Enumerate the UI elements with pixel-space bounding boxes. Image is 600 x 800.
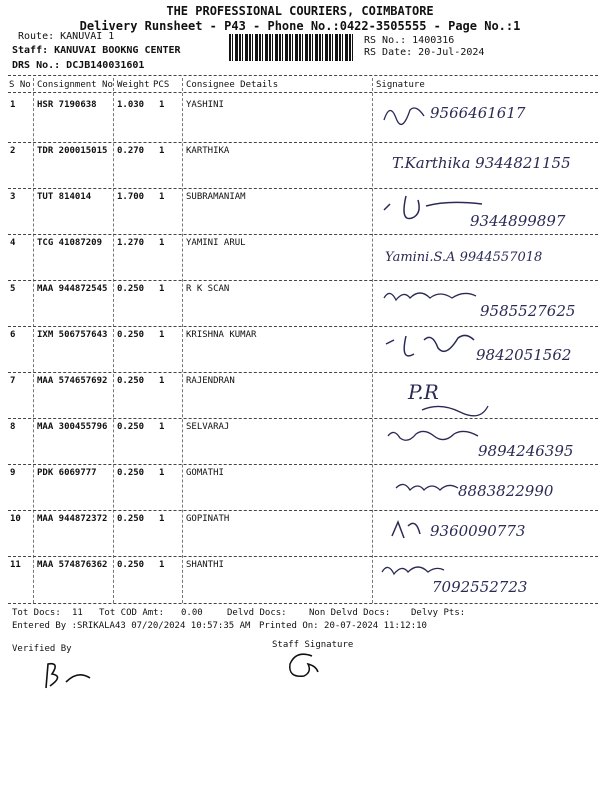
tot-docs-label: Tot Docs: bbox=[12, 608, 61, 618]
staff-label: Staff: KANUVAI BOOKNG CENTER bbox=[12, 45, 181, 56]
row-consignment: HSR 7190638 bbox=[37, 100, 97, 110]
table-row bbox=[0, 238, 600, 284]
row-divider bbox=[8, 510, 598, 511]
delvd-docs-label: Delvd Docs: bbox=[227, 608, 287, 618]
row-signature: 9566461617 bbox=[430, 104, 526, 122]
table-header-rule bbox=[8, 92, 598, 93]
row-signature: 9360090773 bbox=[430, 522, 526, 540]
table-row bbox=[0, 146, 600, 192]
row-sno: 5 bbox=[10, 284, 16, 294]
row-consignee: R K SCAN bbox=[186, 284, 230, 294]
row-divider bbox=[8, 372, 598, 373]
row-pcs: 1 bbox=[159, 560, 165, 570]
row-sno: 2 bbox=[10, 146, 16, 156]
row-divider bbox=[8, 234, 598, 235]
printed-on: Printed On: 20-07-2024 11:12:10 bbox=[259, 621, 427, 631]
table-top-rule bbox=[8, 75, 598, 76]
col-header-signature: Signature bbox=[376, 80, 425, 90]
row-pcs: 1 bbox=[159, 100, 165, 110]
row-divider bbox=[8, 280, 598, 281]
row-consignee: GOPINATH bbox=[186, 514, 230, 524]
row-weight: 0.270 bbox=[117, 146, 145, 156]
row-consignment: TDR 200015015 bbox=[37, 146, 108, 156]
table-row bbox=[0, 284, 600, 330]
verifier-signature bbox=[38, 660, 98, 692]
drs-number: DRS No.: DCJB140031601 bbox=[12, 60, 145, 71]
row-divider bbox=[8, 188, 598, 189]
entered-by: Entered By :SRIKALA43 07/20/2024 10:57:35 AM bbox=[12, 621, 251, 631]
row-consignment: IXM 506757643 bbox=[37, 330, 108, 340]
row-pcs: 1 bbox=[159, 238, 165, 248]
row-divider bbox=[8, 142, 598, 143]
table-row bbox=[0, 192, 600, 238]
signature-scribble bbox=[380, 330, 480, 364]
row-weight: 0.250 bbox=[117, 468, 145, 478]
col-header-weight: Weight bbox=[117, 80, 150, 90]
table-row bbox=[0, 422, 600, 468]
col-header-sno: S No bbox=[9, 80, 31, 90]
row-signature: T.Karthika 9344821155 bbox=[392, 154, 571, 172]
row-consignment: MAA 944872372 bbox=[37, 514, 108, 524]
row-consignee: KRISHNA KUMAR bbox=[186, 330, 257, 340]
signature-scribble bbox=[420, 400, 490, 418]
row-divider bbox=[8, 326, 598, 327]
signature-scribble bbox=[380, 286, 490, 306]
row-pcs: 1 bbox=[159, 330, 165, 340]
non-delvd-docs-label: Non Delvd Docs: bbox=[309, 608, 391, 618]
row-weight: 1.030 bbox=[117, 100, 145, 110]
table-row bbox=[0, 330, 600, 376]
row-sno: 10 bbox=[10, 514, 21, 524]
row-sno: 4 bbox=[10, 238, 16, 248]
row-weight: 0.250 bbox=[117, 422, 145, 432]
route-label: Route: KANUVAI 1 bbox=[18, 31, 115, 42]
row-signature: 9842051562 bbox=[476, 346, 572, 364]
row-consignee: SUBRAMANIAM bbox=[186, 192, 246, 202]
row-consignee: RAJENDRAN bbox=[186, 376, 235, 386]
row-pcs: 1 bbox=[159, 514, 165, 524]
row-weight: 1.270 bbox=[117, 238, 145, 248]
col-header-consignment: Consignment No bbox=[37, 80, 113, 90]
row-sno: 8 bbox=[10, 422, 16, 432]
row-divider bbox=[8, 464, 598, 465]
row-consignee: SHANTHI bbox=[186, 560, 224, 570]
row-weight: 0.250 bbox=[117, 376, 145, 386]
row-pcs: 1 bbox=[159, 192, 165, 202]
table-row bbox=[0, 514, 600, 560]
row-consignment: MAA 574876362 bbox=[37, 560, 108, 570]
row-consignee: YAMINI ARUL bbox=[186, 238, 246, 248]
row-consignment: TCG 41087209 bbox=[37, 238, 103, 248]
row-weight: 0.250 bbox=[117, 514, 145, 524]
tot-cod-value: 0.00 bbox=[181, 608, 203, 618]
row-signature: 9894246395 bbox=[478, 442, 574, 460]
col-header-pcs: PCS bbox=[153, 80, 170, 90]
row-consignment: TUT 814014 bbox=[37, 192, 92, 202]
row-consignment: MAA 574657692 bbox=[37, 376, 108, 386]
row-signature: 9344899897 bbox=[470, 212, 566, 230]
table-row bbox=[0, 468, 600, 514]
signature-scribble bbox=[386, 516, 426, 544]
row-weight: 0.250 bbox=[117, 330, 145, 340]
row-divider bbox=[8, 556, 598, 557]
row-sno: 11 bbox=[10, 560, 21, 570]
row-weight: 0.250 bbox=[117, 284, 145, 294]
signature-scribble bbox=[384, 426, 484, 444]
company-title: THE PROFESSIONAL COURIERS, COIMBATORE bbox=[166, 4, 434, 18]
staff-signature bbox=[282, 648, 324, 682]
rs-date: RS Date: 20-Jul-2024 bbox=[364, 47, 485, 58]
row-signature: Yamini.S.A 9944557018 bbox=[385, 250, 543, 265]
row-pcs: 1 bbox=[159, 146, 165, 156]
row-pcs: 1 bbox=[159, 376, 165, 386]
table-row bbox=[0, 376, 600, 422]
staff-signature-label: Staff Signature bbox=[272, 640, 354, 650]
row-sno: 9 bbox=[10, 468, 16, 478]
row-weight: 1.700 bbox=[117, 192, 145, 202]
tot-docs-value: 11 bbox=[72, 608, 83, 618]
row-signature: 7092552723 bbox=[432, 578, 528, 596]
row-consignee: KARTHIKA bbox=[186, 146, 230, 156]
table-bottom-rule bbox=[8, 603, 598, 604]
row-sno: 3 bbox=[10, 192, 16, 202]
table-row bbox=[0, 100, 600, 146]
verified-by-label: Verified By bbox=[12, 644, 72, 654]
tot-cod-label: Tot COD Amt: bbox=[99, 608, 165, 618]
row-pcs: 1 bbox=[159, 422, 165, 432]
row-signature: 8883822990 bbox=[458, 482, 554, 500]
signature-scribble bbox=[378, 560, 448, 580]
row-consignment: MAA 944872545 bbox=[37, 284, 108, 294]
signature-scribble bbox=[392, 478, 462, 496]
row-consignee: SELVARAJ bbox=[186, 422, 230, 432]
row-consignee: YASHINI bbox=[186, 100, 224, 110]
row-pcs: 1 bbox=[159, 284, 165, 294]
row-divider bbox=[8, 418, 598, 419]
row-weight: 0.250 bbox=[117, 560, 145, 570]
row-signature: 9585527625 bbox=[480, 302, 576, 320]
row-pcs: 1 bbox=[159, 468, 165, 478]
runsheet-title: Delivery Runsheet - P43 - Phone No.:0422-3505555 - Page No.:1 bbox=[79, 19, 521, 33]
delvy-pts-label: Delvy Pts: bbox=[411, 608, 466, 618]
col-header-consignee: Consignee Details bbox=[186, 80, 279, 90]
row-consignment: MAA 300455796 bbox=[37, 422, 108, 432]
row-sno: 7 bbox=[10, 376, 16, 386]
row-consignment: PDK 6069777 bbox=[37, 468, 97, 478]
table-row bbox=[0, 560, 600, 606]
barcode bbox=[229, 34, 353, 61]
row-consignee: GOMATHI bbox=[186, 468, 224, 478]
row-signature: P.R bbox=[408, 380, 439, 404]
row-sno: 6 bbox=[10, 330, 16, 340]
row-sno: 1 bbox=[10, 100, 16, 110]
rs-number: RS No.: 1400316 bbox=[364, 35, 455, 46]
signature-scribble bbox=[380, 100, 428, 128]
